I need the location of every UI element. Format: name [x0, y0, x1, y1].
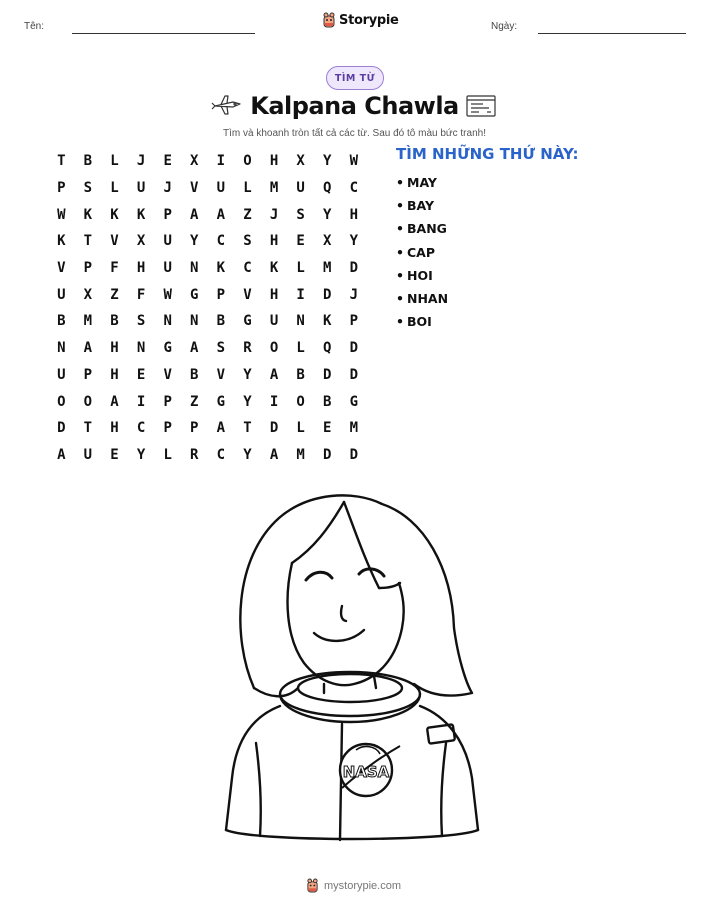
grid-letter[interactable]: L [110, 180, 119, 197]
grid-letter[interactable]: G [163, 340, 172, 357]
grid-letter[interactable]: I [269, 393, 279, 410]
grid-letter[interactable]: M [349, 420, 359, 437]
grid-row [48, 255, 367, 282]
grid-letter[interactable]: D [349, 446, 359, 463]
grid-letter[interactable]: X [296, 153, 305, 170]
grid-letter[interactable]: W [349, 153, 359, 170]
grid-letter[interactable]: V [216, 366, 226, 383]
grid-letter[interactable]: C [349, 180, 359, 197]
grid-letter[interactable]: K [323, 313, 332, 330]
grid-letter[interactable]: U [216, 180, 226, 197]
grid-letter[interactable]: P [216, 286, 226, 303]
word-list-word: CAP [407, 244, 436, 260]
grid-letter[interactable]: C [216, 233, 226, 250]
grid-letter[interactable]: H [136, 260, 146, 277]
grid-letter[interactable]: Z [243, 206, 252, 223]
word-list-word: MAY [407, 175, 437, 191]
grid-letter[interactable]: W [163, 286, 172, 303]
grid-letter[interactable]: V [243, 286, 252, 303]
grid-letter[interactable]: K [83, 206, 93, 223]
grid-letter[interactable]: J [163, 180, 172, 197]
name-line[interactable] [72, 33, 255, 34]
word-list-item [396, 310, 448, 333]
grid-letter[interactable]: J [349, 286, 359, 303]
grid-letter[interactable]: L [296, 420, 305, 437]
word-list [396, 171, 448, 333]
grid-letter[interactable]: C [243, 260, 252, 277]
grid-letter[interactable]: P [83, 366, 93, 383]
grid-letter[interactable]: P [163, 420, 172, 437]
grid-letter[interactable]: A [110, 393, 119, 410]
grid-letter[interactable]: G [216, 393, 226, 410]
grid-letter[interactable]: C [136, 420, 146, 437]
grid-letter[interactable]: E [323, 420, 332, 437]
word-list-item [396, 264, 448, 287]
grid-letter[interactable]: A [216, 420, 226, 437]
grid-letter[interactable]: Y [190, 233, 199, 250]
grid-letter[interactable]: O [57, 393, 66, 410]
grid-letter[interactable]: E [163, 153, 172, 170]
grid-letter[interactable]: B [190, 366, 199, 383]
grid-row [48, 175, 367, 202]
bullet: • [396, 221, 404, 237]
grid-row [48, 228, 367, 255]
grid-letter[interactable]: T [243, 420, 252, 437]
grid-letter[interactable]: B [83, 153, 93, 170]
bullet: • [396, 267, 404, 283]
grid-letter[interactable]: S [216, 340, 226, 357]
date-label: Ngày: [491, 21, 518, 32]
grid-letter[interactable]: M [269, 180, 279, 197]
page-title: Kalpana Chawla [250, 92, 459, 120]
grid-letter[interactable]: M [296, 446, 305, 463]
grid-row [48, 148, 367, 175]
grid-letter[interactable]: N [163, 313, 172, 330]
grid-letter[interactable]: G [349, 393, 359, 410]
grid-letter[interactable]: Z [190, 393, 199, 410]
grid-letter[interactable]: I [136, 393, 146, 410]
grid-letter[interactable]: N [190, 313, 199, 330]
word-list-word: BAY [407, 198, 435, 214]
grid-letter[interactable]: G [243, 313, 252, 330]
grid-row [48, 335, 367, 362]
grid-row [48, 308, 367, 335]
grid-letter[interactable]: X [190, 153, 199, 170]
grid-letter[interactable]: S [136, 313, 146, 330]
brand-name: Storypie [339, 12, 399, 28]
instructions: Tìm và khoanh tròn tất cả các từ. Sau đó tô màu bức tranh! [223, 128, 486, 139]
grid-letter[interactable]: D [349, 260, 359, 277]
grid-letter[interactable]: O [296, 393, 305, 410]
grid-letter[interactable]: P [57, 180, 66, 197]
storypie-mascot-icon [322, 12, 336, 28]
grid-letter[interactable]: U [163, 260, 172, 277]
grid-letter[interactable]: A [83, 340, 93, 357]
grid-letter[interactable]: L [163, 446, 172, 463]
grid-letter[interactable]: V [163, 366, 172, 383]
grid-letter[interactable]: K [136, 206, 146, 223]
grid-letter[interactable]: T [83, 233, 93, 250]
word-list-item [396, 171, 448, 194]
grid-letter[interactable]: A [190, 206, 199, 223]
grid-letter[interactable]: K [57, 233, 66, 250]
astronaut-illustration [214, 488, 490, 848]
grid-letter[interactable]: G [190, 286, 199, 303]
grid-letter[interactable]: I [216, 153, 226, 170]
bullet: • [396, 244, 404, 260]
computer-screen-icon [465, 94, 497, 118]
grid-letter[interactable]: H [269, 286, 279, 303]
grid-letter[interactable]: Y [243, 446, 252, 463]
grid-letter[interactable]: U [83, 446, 93, 463]
grid-letter[interactable]: P [190, 420, 199, 437]
grid-letter[interactable]: H [349, 206, 359, 223]
grid-row [48, 442, 367, 469]
grid-letter[interactable]: D [323, 446, 332, 463]
grid-letter[interactable]: H [110, 366, 119, 383]
grid-row [48, 281, 367, 308]
grid-letter[interactable]: P [83, 260, 93, 277]
grid-letter[interactable]: L [296, 340, 305, 357]
word-list-item [396, 217, 448, 240]
bullet: • [396, 314, 404, 330]
grid-letter[interactable]: U [296, 180, 305, 197]
grid-letter[interactable]: H [269, 233, 279, 250]
word-list-word: HOI [407, 267, 433, 283]
grid-letter[interactable]: A [190, 340, 199, 357]
grid-letter[interactable]: M [83, 313, 93, 330]
grid-letter[interactable]: J [136, 153, 146, 170]
grid-letter[interactable]: N [136, 340, 146, 357]
grid-letter[interactable]: F [136, 286, 146, 303]
grid-letter[interactable]: Q [323, 180, 332, 197]
grid-letter[interactable]: Z [110, 286, 119, 303]
word-list-word: BOI [407, 314, 432, 330]
nasa-patch-icon [340, 744, 400, 796]
grid-letter[interactable]: Y [323, 206, 332, 223]
grid-letter[interactable]: U [269, 313, 279, 330]
grid-letter[interactable]: A [57, 446, 66, 463]
word-list-item [396, 287, 448, 310]
activity-badge: TÌM TỪ [326, 66, 384, 90]
grid-letter[interactable]: P [163, 393, 172, 410]
bullet: • [396, 198, 404, 214]
grid-letter[interactable]: V [110, 233, 119, 250]
grid-letter[interactable]: Y [243, 393, 252, 410]
grid-letter[interactable]: L [110, 153, 119, 170]
grid-letter[interactable]: W [57, 206, 66, 223]
footer [306, 878, 401, 893]
grid-letter[interactable]: E [110, 446, 119, 463]
grid-letter[interactable]: L [243, 180, 252, 197]
grid-letter[interactable]: B [57, 313, 66, 330]
word-search-grid [48, 148, 367, 468]
grid-letter[interactable]: H [269, 153, 279, 170]
footer-site[interactable]: mystorypie.com [324, 879, 402, 892]
grid-letter[interactable]: D [57, 420, 66, 437]
grid-letter[interactable]: P [163, 206, 172, 223]
grid-letter[interactable]: S [243, 233, 252, 250]
grid-letter[interactable]: U [136, 180, 146, 197]
grid-letter[interactable]: O [243, 153, 252, 170]
grid-letter[interactable]: Y [243, 366, 252, 383]
date-line[interactable] [538, 33, 686, 34]
grid-letter[interactable]: U [57, 366, 66, 383]
grid-letter[interactable]: B [216, 313, 226, 330]
grid-letter[interactable]: T [83, 420, 93, 437]
grid-letter[interactable]: A [269, 446, 279, 463]
grid-letter[interactable]: R [243, 340, 252, 357]
grid-letter[interactable]: D [349, 366, 359, 383]
grid-letter[interactable]: B [323, 393, 332, 410]
grid-letter[interactable]: C [216, 446, 226, 463]
grid-letter[interactable]: D [269, 420, 279, 437]
grid-row [48, 388, 367, 415]
brand-logo [322, 12, 399, 28]
grid-letter[interactable]: A [269, 366, 279, 383]
grid-letter[interactable]: N [57, 340, 66, 357]
grid-letter[interactable]: H [110, 340, 119, 357]
grid-letter[interactable]: N [190, 260, 199, 277]
grid-letter[interactable]: D [349, 340, 359, 357]
grid-letter[interactable]: K [269, 260, 279, 277]
grid-letter[interactable]: R [190, 446, 199, 463]
storypie-mascot-icon [306, 878, 319, 893]
grid-letter[interactable]: X [323, 233, 332, 250]
grid-letter[interactable]: Y [136, 446, 146, 463]
grid-letter[interactable]: U [57, 286, 66, 303]
grid-letter[interactable]: S [296, 206, 305, 223]
grid-letter[interactable]: U [163, 233, 172, 250]
grid-letter[interactable]: M [323, 260, 332, 277]
grid-letter[interactable]: E [296, 233, 305, 250]
grid-row [48, 201, 367, 228]
grid-letter[interactable]: Y [349, 233, 359, 250]
grid-letter[interactable]: O [269, 340, 279, 357]
grid-letter[interactable]: P [349, 313, 359, 330]
grid-letter[interactable]: T [57, 153, 66, 170]
grid-letter[interactable]: E [136, 366, 146, 383]
word-list-title: TÌM NHỮNG THỨ NÀY: [396, 145, 579, 163]
grid-letter[interactable]: D [323, 366, 332, 383]
grid-row [48, 362, 367, 389]
grid-letter[interactable]: D [323, 286, 332, 303]
name-label: Tên: [24, 21, 45, 32]
grid-letter[interactable]: H [110, 420, 119, 437]
svg-text:NASA: NASA [342, 763, 390, 781]
grid-letter[interactable]: O [83, 393, 93, 410]
word-list-word: NHAN [407, 291, 449, 307]
bullet: • [396, 175, 404, 191]
grid-letter[interactable]: Q [323, 340, 332, 357]
grid-letter[interactable]: V [57, 260, 66, 277]
grid-letter[interactable]: A [216, 206, 226, 223]
grid-letter[interactable]: V [190, 180, 199, 197]
grid-letter[interactable]: B [110, 313, 119, 330]
grid-letter[interactable]: L [296, 260, 305, 277]
grid-letter[interactable]: J [269, 206, 279, 223]
grid-letter[interactable]: I [296, 286, 305, 303]
grid-letter[interactable]: K [216, 260, 226, 277]
grid-row [48, 415, 367, 442]
grid-letter[interactable]: F [110, 260, 119, 277]
word-list-item [396, 241, 448, 264]
grid-letter[interactable]: N [296, 313, 305, 330]
grid-letter[interactable]: K [110, 206, 119, 223]
grid-letter[interactable]: B [296, 366, 305, 383]
grid-letter[interactable]: Y [323, 153, 332, 170]
grid-letter[interactable]: X [83, 286, 93, 303]
word-list-item [396, 194, 448, 217]
word-list-word: BANG [407, 221, 447, 237]
bullet: • [396, 291, 404, 307]
grid-letter[interactable]: S [83, 180, 93, 197]
grid-letter[interactable]: X [136, 233, 146, 250]
